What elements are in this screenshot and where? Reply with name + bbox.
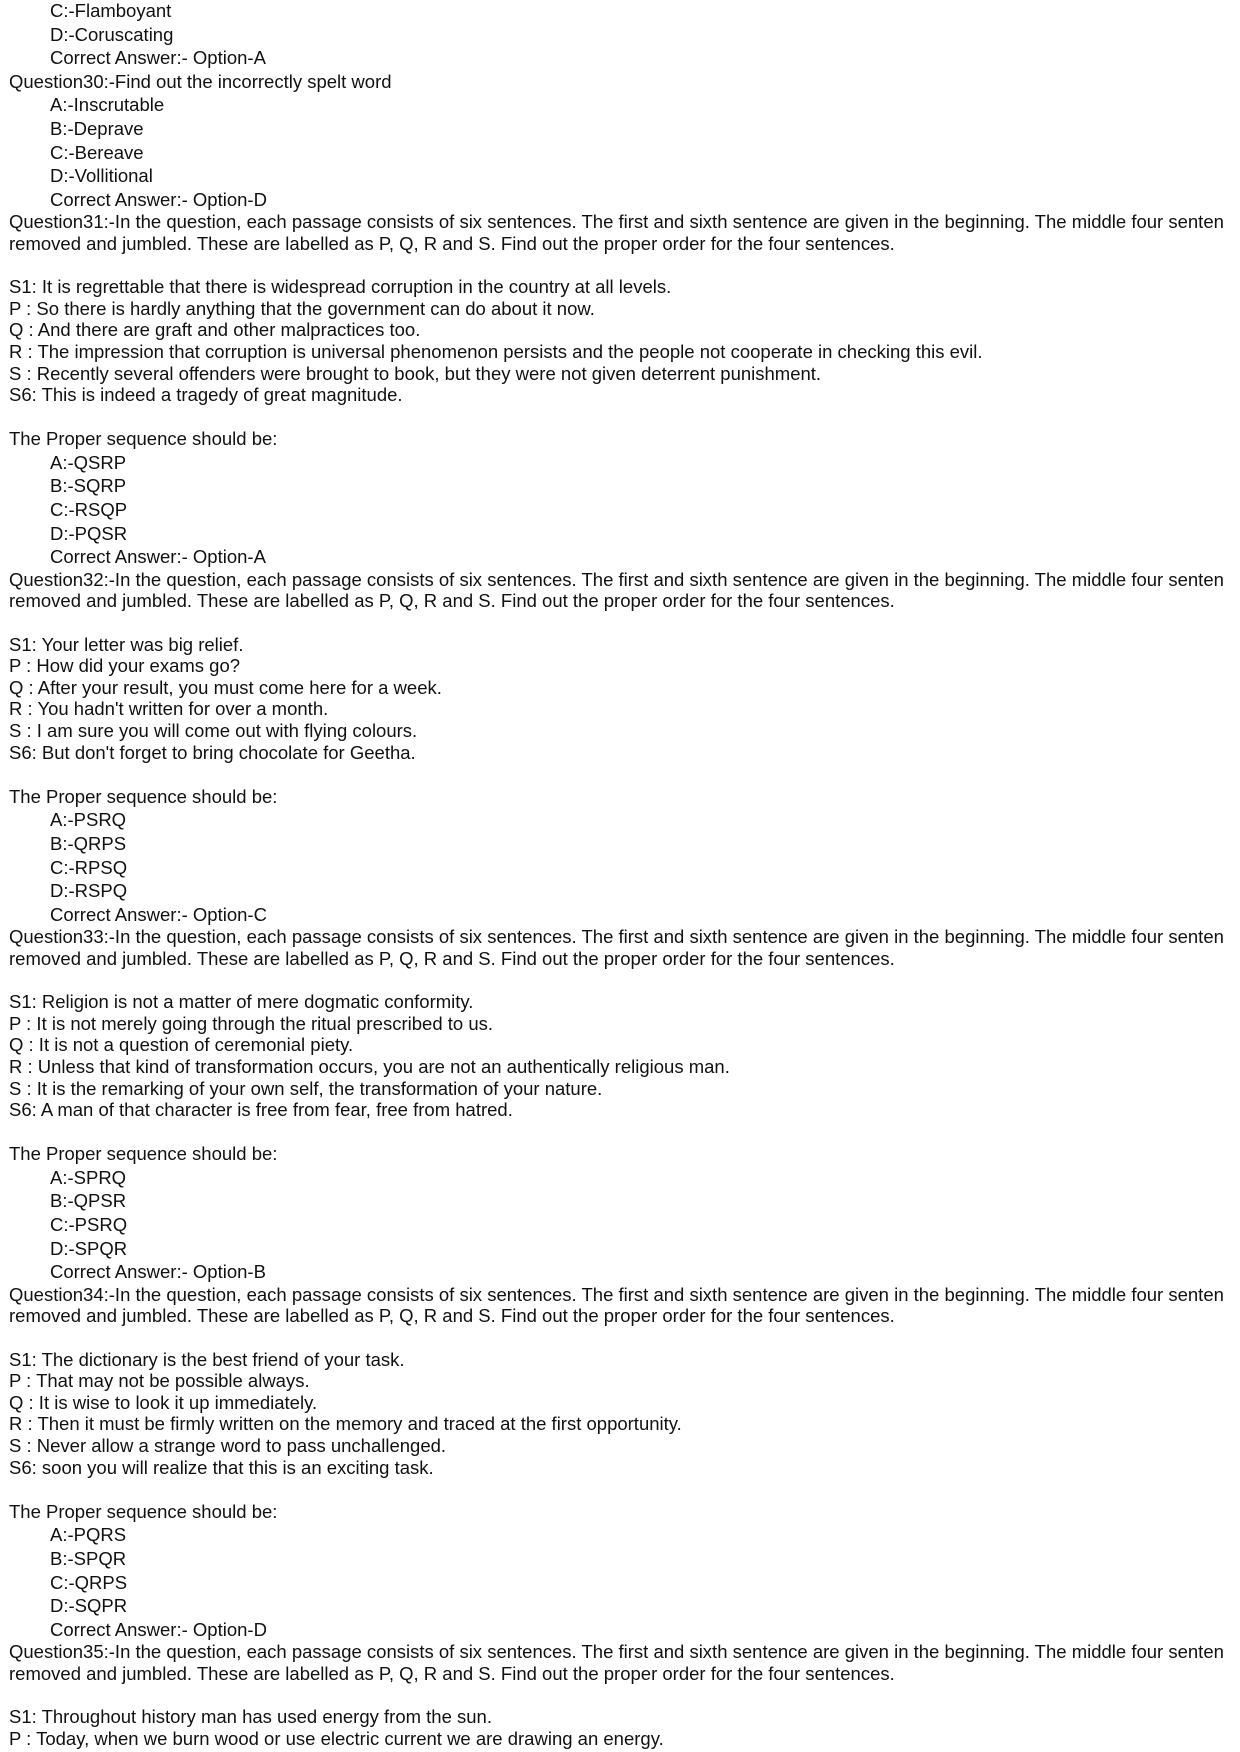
option-d: D:-Vollitional (50, 165, 153, 187)
question-33 (9, 926, 1240, 1284)
sentence-q: Q : It is wise to look it up immediately. (9, 1391, 318, 1413)
correct-answer: Correct Answer:- Option-C (50, 903, 267, 925)
question-35 (9, 1641, 1240, 1749)
option-c: C:-QRPS (50, 1571, 128, 1593)
spacer (9, 406, 1240, 428)
sentence-s6: S6: A man of that character is free from fear, free from hatred. (9, 1099, 513, 1121)
sentence-p: P : Today, when we burn wood or use electric current we are drawing an energy. (9, 1727, 664, 1749)
option-c: C:-Flamboyant (50, 0, 172, 21)
question-34 (9, 1284, 1240, 1642)
sentence-q: Q : And there are graft and other malpractices too. (9, 319, 421, 341)
correct-answer: Correct Answer:- Option-A (50, 546, 266, 568)
question-title: Question35:-In the question, each passage consists of six sentences. The first and sixth sentence are given in the beginning. The middle four senten (9, 1641, 1224, 1663)
correct-answer: Correct Answer:- Option-D (50, 1618, 267, 1640)
sequence-label: The Proper sequence should be: (9, 428, 278, 450)
option-b: B:-Deprave (50, 117, 144, 139)
sentence-q: Q : After your result, you must come here for a week. (9, 676, 442, 698)
question-title: Question32:-In the question, each passage consists of six sentences. The first and sixth sentence are given in the beginning. The middle four senten (9, 568, 1224, 590)
sentence-r: R : You hadn't written for over a month. (9, 698, 329, 720)
spacer (9, 970, 1240, 992)
question-title: Question31:-In the question, each passage consists of six sentences. The first and sixth sentence are given in the beginning. The middle four senten (9, 211, 1224, 233)
sentence-p: P : So there is hardly anything that the government can do about it now. (9, 297, 595, 319)
question-31 (9, 211, 1240, 569)
sentence-s1: S1: Religion is not a matter of mere dogmatic conformity. (9, 991, 474, 1013)
question-title-continued: removed and jumbled. These are labelled as P, Q, R and S. Find out the proper order for the four sentences. (9, 947, 895, 969)
prev-question-tail (9, 0, 1240, 70)
sentence-s6: S6: This is indeed a tragedy of great magnitude. (9, 384, 403, 406)
sentence-s1: S1: Your letter was big relief. (9, 633, 244, 655)
sentence-p: P : How did your exams go? (9, 655, 241, 677)
sentence-s1: S1: It is regrettable that there is widespread corruption in the country at all levels. (9, 276, 672, 298)
sentence-r: R : The impression that corruption is universal phenomenon persists and the people not cooperate in checking this evil. (9, 340, 983, 362)
question-title-continued: removed and jumbled. These are labelled as P, Q, R and S. Find out the proper order for the four sentences. (9, 590, 895, 612)
spacer (9, 1478, 1240, 1500)
option-d: D:-SPQR (50, 1237, 128, 1259)
option-c: C:-PSRQ (50, 1214, 128, 1236)
spacer (9, 255, 1240, 277)
question-document (9, 0, 1240, 1749)
sentence-s1: S1: Throughout history man has used energy from the sun. (9, 1706, 492, 1728)
sentence-s6: S6: But don't forget to bring chocolate for Geetha. (9, 741, 416, 763)
sentence-r: R : Unless that kind of transformation occurs, you are not an authentically religious man. (9, 1055, 730, 1077)
question-32 (9, 569, 1240, 927)
correct-answer: Correct Answer:- Option-B (50, 1261, 266, 1283)
option-b: B:-QRPS (50, 832, 127, 854)
option-a: A:-PSRQ (50, 809, 127, 831)
option-a: A:-QSRP (50, 451, 127, 473)
spacer (9, 1121, 1240, 1143)
sentence-s: S : Recently several offenders were brought to book, but they were not given deterrent punishment. (9, 362, 822, 384)
sentence-r: R : Then it must be firmly written on the memory and traced at the first opportunity. (9, 1413, 682, 1435)
question-title-continued: removed and jumbled. These are labelled as P, Q, R and S. Find out the proper order for the four sentences. (9, 1662, 895, 1684)
question-title: Question33:-In the question, each passage consists of six sentences. The first and sixth sentence are given in the beginning. The middle four senten (9, 926, 1224, 948)
correct-answer: Correct Answer:- Option-A (50, 47, 266, 69)
spacer (9, 763, 1240, 785)
option-d: D:-Coruscating (50, 23, 174, 45)
correct-answer: Correct Answer:- Option-D (50, 188, 267, 210)
question-30 (9, 70, 1240, 212)
question-title-continued: removed and jumbled. These are labelled as P, Q, R and S. Find out the proper order for the four sentences. (9, 1305, 895, 1327)
sequence-label: The Proper sequence should be: (9, 1500, 278, 1522)
option-a: A:-SPRQ (50, 1166, 127, 1188)
sentence-s: S : I am sure you will come out with flying colours. (9, 720, 418, 741)
question-title: Question30:-Find out the incorrectly spelt word (9, 70, 392, 92)
option-a: A:-PQRS (50, 1524, 127, 1546)
option-b: B:-SQRP (50, 475, 127, 497)
question-title: Question34:-In the question, each passage consists of six sentences. The first and sixth sentence are given in the beginning. The middle four senten (9, 1283, 1224, 1305)
option-a: A:-Inscrutable (50, 94, 165, 116)
option-c: C:-RPSQ (50, 856, 128, 878)
sequence-label: The Proper sequence should be: (9, 1143, 278, 1165)
sentence-s6: S6: soon you will realize that this is an exciting task. (9, 1456, 434, 1478)
spacer (9, 612, 1240, 634)
option-b: B:-SPQR (50, 1547, 127, 1569)
spacer (9, 1685, 1240, 1707)
sentence-p: P : That may not be possible always. (9, 1370, 310, 1392)
question-title-continued: removed and jumbled. These are labelled as P, Q, R and S. Find out the proper order for the four sentences. (9, 232, 895, 254)
option-d: D:-PQSR (50, 522, 128, 544)
option-d: D:-RSPQ (50, 880, 128, 902)
sentence-q: Q : It is not a question of ceremonial piety. (9, 1034, 354, 1056)
spacer (9, 1327, 1240, 1349)
sequence-label: The Proper sequence should be: (9, 785, 278, 807)
sentence-s: S : It is the remarking of your own self, the transformation of your nature. (9, 1077, 603, 1099)
option-d: D:-SQPR (50, 1595, 128, 1617)
option-b: B:-QPSR (50, 1190, 127, 1212)
option-c: C:-Bereave (50, 141, 144, 163)
sentence-s1: S1: The dictionary is the best friend of your task. (9, 1348, 405, 1370)
sentence-p: P : It is not merely going through the ritual prescribed to us. (9, 1012, 493, 1034)
option-c: C:-RSQP (50, 499, 128, 521)
sentence-s: S : Never allow a strange word to pass unchallenged. (9, 1435, 447, 1456)
